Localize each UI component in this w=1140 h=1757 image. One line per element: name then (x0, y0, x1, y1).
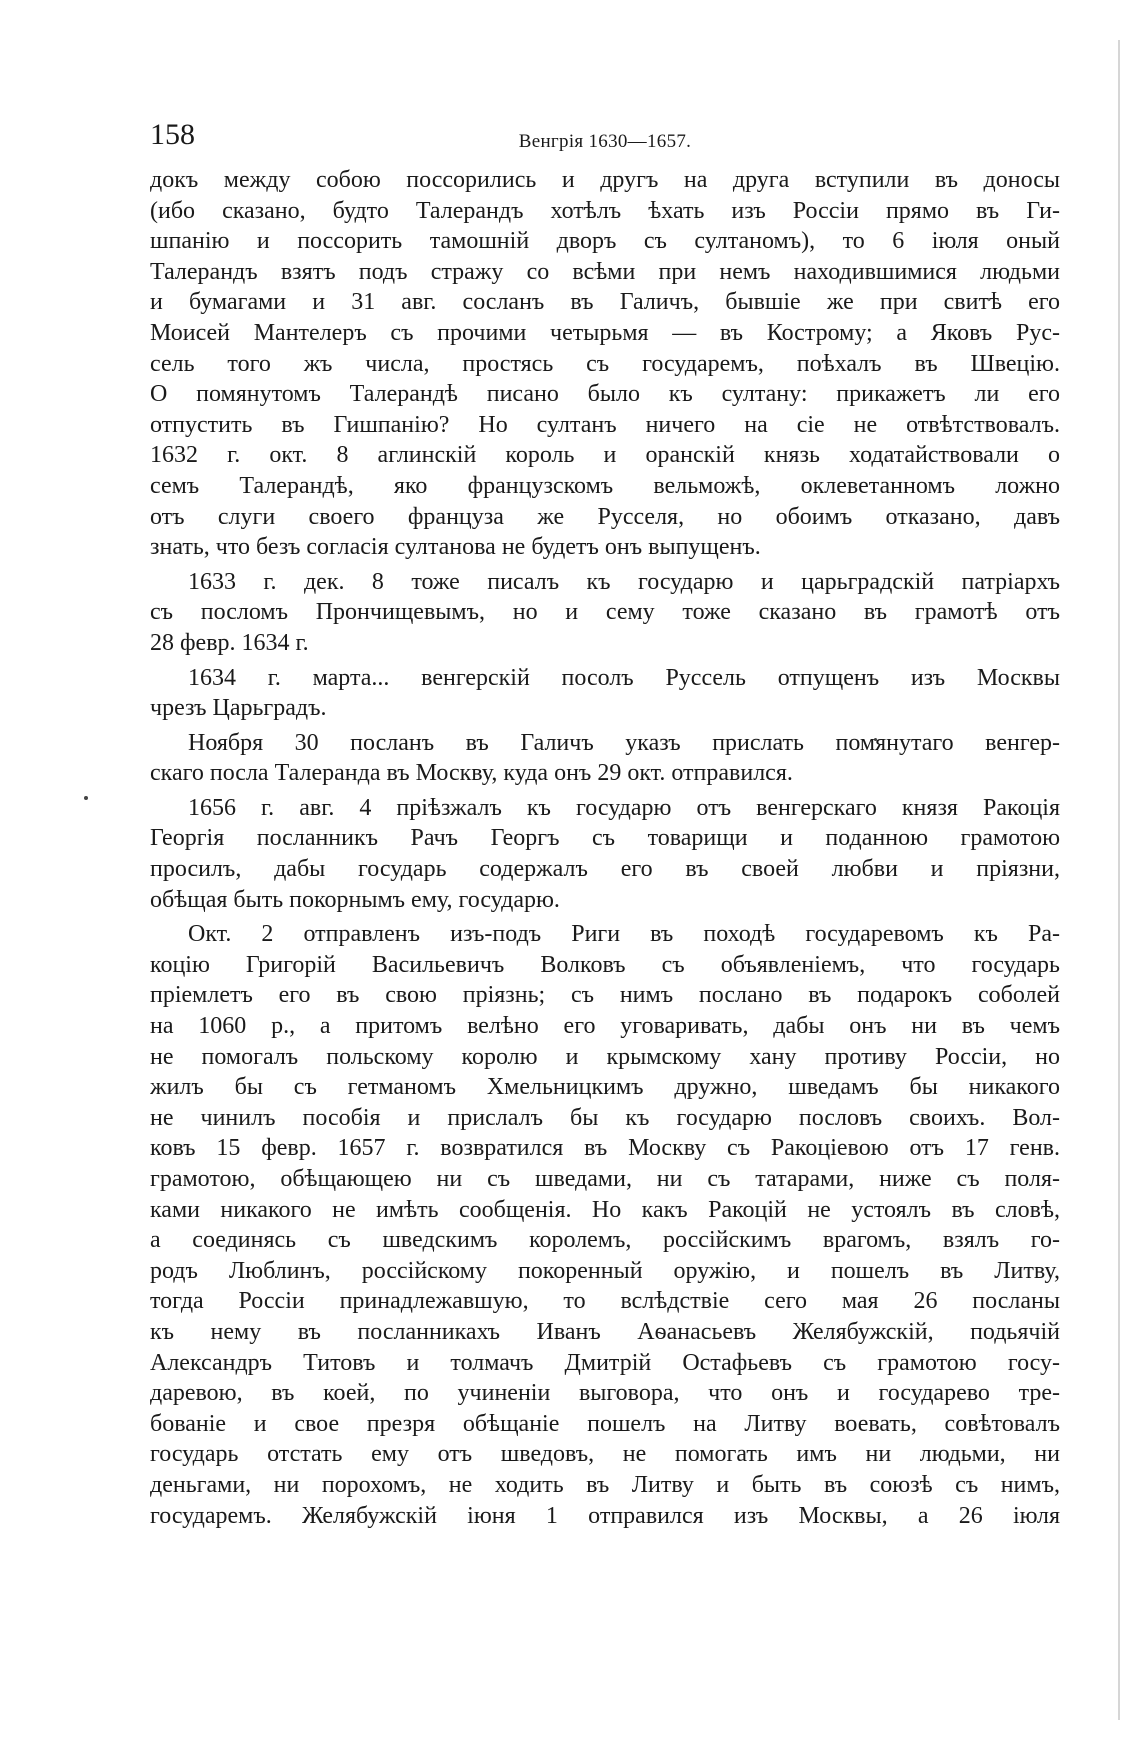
text-line: знать, что безъ согласія султанова не будетъ онъ выпущенъ. (150, 534, 761, 561)
text-line: государемъ. Желябужскій іюня 1 отправился изъ Москвы, а 26 іюля (150, 1502, 1060, 1529)
text-line: не чинилъ пособія и прислалъ бы къ государю пословъ своихъ. Вол- (150, 1104, 1060, 1131)
paragraph (150, 165, 1060, 563)
text-line: деньгами, ни порохомъ, не ходить въ Литву и быть въ союзѣ съ нимъ, (150, 1471, 1060, 1498)
text-line: 28 февр. 1634 г. (150, 629, 309, 656)
text-line: Ноября 30 посланъ въ Галичъ указъ прислать помянутаго венгер- (188, 729, 1060, 756)
page-edge-rule (1118, 40, 1120, 1720)
text-line: Георгія посланникъ Рачъ Георгъ съ товарищи и поданною грамотою (150, 825, 1060, 852)
text-line: обѣщая быть покорнымъ ему, государю. (150, 886, 560, 913)
paragraph (150, 919, 1060, 1531)
text-line: коцію Григорій Васильевичъ Волковъ съ объявленіемъ, что государь (150, 951, 1060, 978)
page-number: 158 (150, 118, 195, 151)
text-line: родъ Люблинъ, россійскому покоренный оружію, и пошелъ въ Литву, (150, 1257, 1060, 1284)
text-line: ками никакого не имѣть сообщенія. Но какъ Ракоцій не устоялъ въ словѣ, (150, 1196, 1060, 1223)
text-line: отъ слуги своего француза же Русселя, но обоимъ отказано, давъ (150, 503, 1060, 530)
text-line: 1656 г. авг. 4 пріѣзжалъ къ государю отъ венгерскаго князя Ракоція (188, 794, 1060, 821)
paragraph (150, 728, 1060, 789)
paragraph (150, 567, 1060, 659)
print-speck (84, 796, 88, 800)
text-line: чрезъ Царьградъ. (150, 695, 327, 722)
text-line: грамотою, обѣщающею ни съ шведами, ни съ татарами, ниже съ поля- (150, 1166, 1060, 1192)
text-line: государь отстать ему отъ шведовъ, не помогать имъ ни людьми, ни (150, 1441, 1060, 1468)
text-line: просилъ, дабы государь содержалъ его въ своей любви и пріязни, (150, 856, 1060, 883)
text-line: и бумагами и 31 авг. сосланъ въ Галичъ, бывшіе же при свитѣ его (150, 289, 1060, 316)
paragraph (150, 663, 1060, 724)
text-line: ковъ 15 февр. 1657 г. возвратился въ Москву съ Ракоціевою отъ 17 генв. (150, 1135, 1060, 1162)
paragraph (150, 793, 1060, 915)
text-line: къ нему въ посланникахъ Иванъ Аѳанасьевъ Желябужскій, подьячій (150, 1318, 1060, 1345)
text-line: докъ между собою поссорились и другъ на друга вступили въ доносы (150, 167, 1060, 193)
text-line: (ибо сказано, будто Талерандъ хотѣлъ ѣхать изъ Россіи прямо въ Ги- (150, 197, 1060, 224)
text-line: 1633 г. дек. 8 тоже писалъ къ государю и царьградскій патріархъ (188, 568, 1060, 595)
text-line: тогда Россіи принадлежавшую, то вслѣдствіе сего мая 26 посланы (150, 1288, 1060, 1315)
text-line: скаго посла Талеранда въ Москву, куда онъ 29 окт. отправился. (150, 760, 793, 787)
text-line: Александръ Титовъ и толмачъ Дмитрій Остафьевъ съ грамотою госу- (150, 1349, 1060, 1376)
page-header (150, 120, 1060, 160)
text-line: Моисей Мантелеръ съ прочими четырьмя — въ Кострому; а Яковъ Рус- (150, 319, 1060, 346)
text-line: семъ Талерандѣ, яко французскомъ вельможѣ, оклеветанномъ ложно (150, 472, 1060, 499)
text-line: сель того жъ числа, простясь съ государемъ, поѣхалъ въ Швецію. (150, 350, 1060, 377)
text-line: жилъ бы съ гетманомъ Хмельницкимъ дружно, шведамъ бы никакого (150, 1074, 1060, 1101)
text-line: а соединясь съ шведскимъ королемъ, россійскимъ врагомъ, взялъ го- (150, 1227, 1060, 1254)
text-line: съ посломъ Прончищевымъ, но и сему тоже сказано въ грамотѣ отъ (150, 599, 1060, 626)
text-line: пріемлетъ его въ свою пріязнь; съ нимъ послано въ подарокъ соболей (150, 982, 1060, 1009)
text-line: бованіе и свое презря обѣщаніе пошелъ на Литву воевать, совѣтовалъ (150, 1410, 1060, 1437)
text-line: 1632 г. окт. 8 аглинскій король и оранскій князь ходатайствовали о (150, 442, 1060, 469)
text-line: Окт. 2 отправленъ изъ-подъ Риги въ походѣ государевомъ къ Ра- (188, 921, 1060, 948)
text-line: О помянутомъ Талерандѣ писано было къ султану: прикажетъ ли его (150, 381, 1060, 408)
text-line: на 1060 р., а притомъ велѣно его уговаривать, дабы онъ ни въ чемъ (150, 1013, 1060, 1040)
text-line: шпанію и поссорить тамошній дворъ съ султаномъ), то 6 іюля оный (150, 228, 1060, 255)
main-text (150, 165, 1060, 1531)
text-line: не помогалъ польскому королю и крымскому хану противу Россіи, но (150, 1043, 1060, 1070)
text-line: отпустить въ Гишпанію? Но султанъ ничего на сіе не отвѣтствовалъ. (150, 411, 1060, 438)
text-line: даревою, въ коей, по учиненіи выговора, что онъ и государево тре- (150, 1380, 1060, 1407)
text-line: Талерандъ взятъ подъ стражу со всѣми при немъ находившимися людьми (150, 258, 1060, 285)
running-title: Венгрія 1630—1657. (518, 131, 692, 152)
text-line: 1634 г. марта... венгерскій посолъ Руссель отпущенъ изъ Москвы (188, 664, 1060, 691)
